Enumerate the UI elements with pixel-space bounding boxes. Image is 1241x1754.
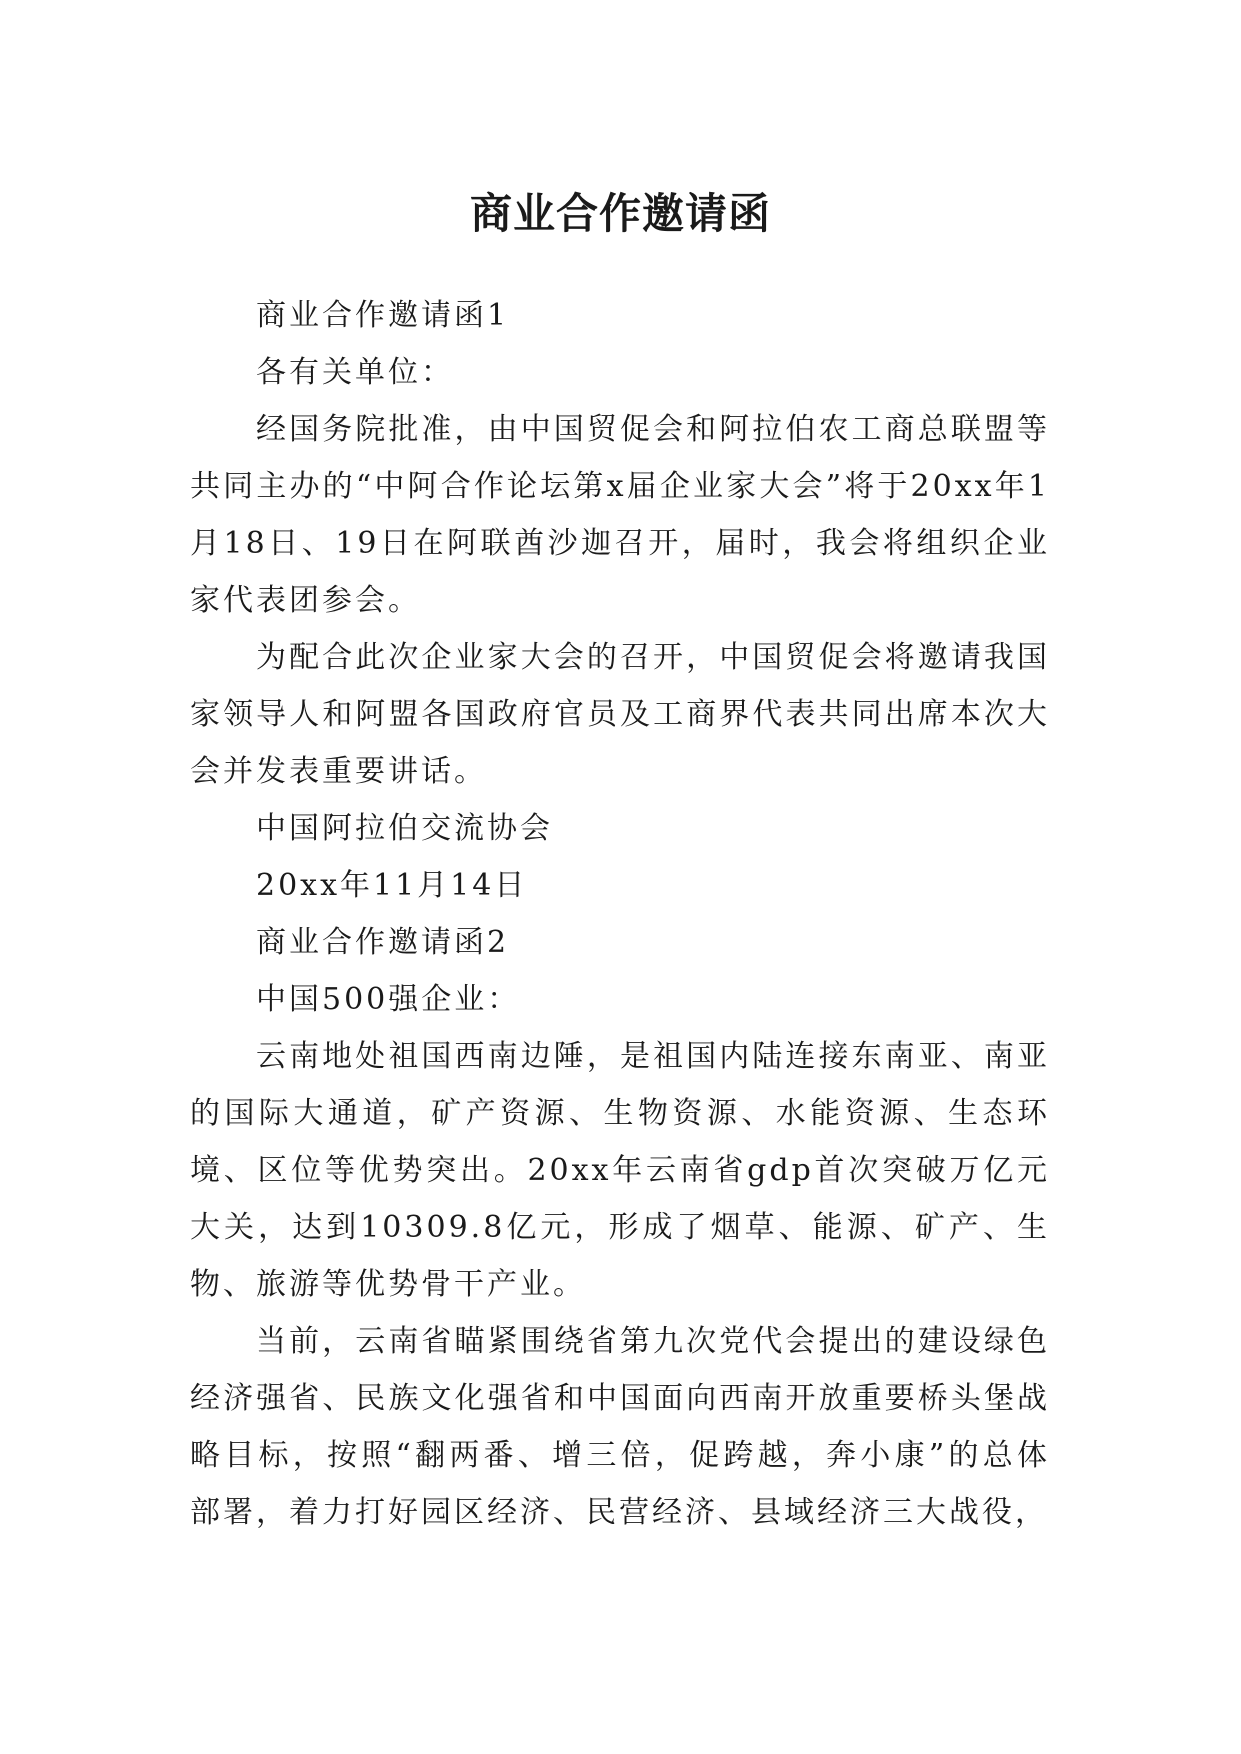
letter-2-paragraph: 云南地处祖国西南边陲，是祖国内陆连接东南亚、南亚的国际大通道，矿产资源、生物资源、水能资源、生态环境、区位等优势突出。20xx年云南省gdp首次突破万亿元大关，达到10309.8亿元，形成了烟草、能源、矿产、生物、旅游等优势骨干产业。 bbox=[190, 1039, 1050, 1302]
letter-1-date: 20xx年11月14日 bbox=[256, 868, 528, 903]
letter-2-salutation: 中国500强企业： bbox=[256, 982, 521, 1017]
letter-2-heading: 商业合作邀请函2 bbox=[256, 925, 510, 960]
document-title: 商业合作邀请函 bbox=[469, 189, 771, 239]
letter-1-paragraph: 为配合此次企业家大会的召开，中国贸促会将邀请我国家领导人和阿盟各国政府官员及工商界代表共同出席本次大会并发表重要讲话。 bbox=[190, 640, 1050, 789]
letter-1-salutation: 各有关单位： bbox=[256, 355, 454, 390]
document-body bbox=[190, 287, 1050, 1541]
letter-1-heading: 商业合作邀请函1 bbox=[256, 298, 510, 333]
letter-1-signature: 中国阿拉伯交流协会 bbox=[256, 811, 553, 846]
letter-2-paragraph: 当前，云南省瞄紧围绕省第九次党代会提出的建设绿色经济强省、民族文化强省和中国面向西南开放重要桥头堡战略目标，按照“翻两番、增三倍，促跨越，奔小康”的总体部署，着力打好园区经济、民营经济、县域经济三大战役， bbox=[190, 1324, 1050, 1530]
letter-1-paragraph: 经国务院批准，由中国贸促会和阿拉伯农工商总联盟等共同主办的“中阿合作论坛第x届企业家大会”将于20xx年1月18日、19日在阿联酋沙迦召开，届时，我会将组织企业家代表团参会。 bbox=[190, 412, 1050, 618]
